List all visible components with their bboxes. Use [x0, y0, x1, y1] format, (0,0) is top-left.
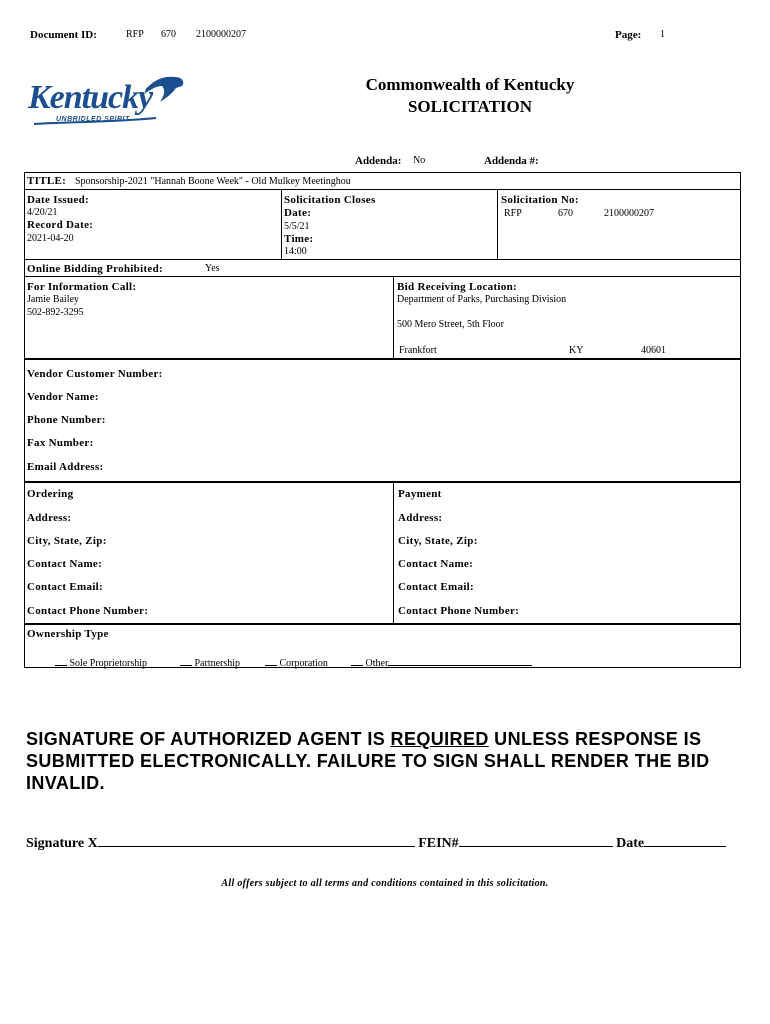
closes-date-value: 5/5/21 — [284, 221, 310, 232]
ordering-label: Ordering — [27, 488, 74, 500]
addenda-number-label: Addenda #: — [484, 155, 539, 167]
page-title: Commonwealth of Kentucky — [365, 75, 575, 94]
payment-contact-email-label: Contact Email: — [398, 581, 474, 593]
divider — [497, 189, 498, 259]
closes-date-label: Date: — [284, 207, 312, 219]
solicitation-type: RFP — [504, 208, 522, 219]
closes-time-label: Time: — [284, 233, 314, 245]
addenda-value: No — [413, 155, 426, 166]
solicitation-dept: 670 — [558, 208, 573, 219]
signature-field[interactable] — [98, 833, 415, 847]
payment-contact-name-label: Contact Name: — [398, 558, 474, 570]
logo-wordmark: Kentucky — [28, 79, 153, 116]
footer-note: All offers subject to all terms and conditions contained in this solicitation. — [221, 878, 549, 889]
online-bidding-label: Online Bidding Prohibited: — [27, 263, 163, 275]
date-issued-value: 4/20/21 — [27, 207, 58, 218]
vendor-fax-label: Fax Number: — [27, 437, 94, 449]
page-label: Page: — [615, 29, 642, 41]
date-issued-label: Date Issued: — [27, 194, 89, 206]
fein-label: FEIN# — [418, 836, 459, 851]
notice-required: REQUIRED — [390, 729, 489, 749]
ordering-contact-email-label: Contact Email: — [27, 581, 103, 593]
page-subtitle: SOLICITATION — [407, 97, 533, 116]
divider — [24, 189, 741, 190]
ownership-option-label: Sole Proprietorship — [69, 658, 147, 669]
document-id-type: RFP — [126, 29, 144, 40]
ordering-city-label: City, State, Zip: — [27, 535, 107, 547]
payment-address-label: Address: — [398, 512, 443, 524]
page-number: 1 — [660, 29, 665, 40]
payment-city-label: City, State, Zip: — [398, 535, 478, 547]
signature-label: Signature X — [26, 836, 98, 851]
document-id-number: 2100000207 — [196, 29, 246, 40]
ownership-option-sole[interactable] — [55, 655, 147, 669]
payment-label: Payment — [398, 488, 442, 500]
title-label: TITLE: — [27, 175, 67, 187]
payment-contact-phone-label: Contact Phone Number: — [398, 605, 520, 617]
closes-time-value: 14:00 — [284, 246, 307, 257]
solicitation-number: 2100000207 — [604, 208, 654, 219]
bid-state: KY — [569, 345, 584, 356]
ordering-payment-section — [24, 482, 741, 624]
bid-location-label: Bid Receiving Location: — [397, 281, 517, 293]
online-bidding-value: Yes — [205, 263, 220, 274]
notice-text: SIGNATURE OF AUTHORIZED AGENT IS — [26, 729, 391, 749]
ordering-contact-name-label: Contact Name: — [27, 558, 103, 570]
bid-zip: 40601 — [641, 345, 666, 356]
ownership-type-label: Ownership Type — [27, 628, 109, 640]
ownership-option-other[interactable] — [351, 655, 532, 669]
ordering-address-label: Address: — [27, 512, 72, 524]
vendor-email-label: Email Address: — [27, 461, 104, 473]
bid-city: Frankfort — [399, 345, 437, 356]
info-contact-name: Jamie Bailey — [27, 294, 79, 305]
notice-text: UNLESS RESPONSE IS SUBMITTED ELECTRONICALLY. FAILURE TO SIGN SHALL RENDER THE BID INVALID. — [26, 729, 710, 793]
vendor-phone-label: Phone Number: — [27, 414, 106, 426]
ownership-option-label: Corporation — [279, 658, 328, 669]
date-label: Date — [616, 836, 645, 851]
info-call-label: For Information Call: — [27, 281, 137, 293]
divider — [281, 189, 282, 259]
document-id-label: Document ID: — [30, 29, 97, 41]
ownership-option-partnership[interactable] — [180, 655, 240, 669]
divider — [393, 482, 394, 624]
closes-label: Solicitation Closes — [284, 194, 376, 206]
ownership-option-label: Partnership — [194, 658, 241, 669]
signature-notice — [26, 728, 756, 794]
record-date-label: Record Date: — [27, 219, 94, 231]
divider — [24, 276, 741, 277]
bid-location-line2: 500 Mero Street, 5th Floor — [397, 319, 504, 330]
bid-location-line1: Department of Parks, Purchasing Division — [397, 294, 567, 305]
info-contact-phone: 502-892-3295 — [27, 307, 84, 318]
divider — [393, 276, 394, 359]
kentucky-logo — [26, 72, 186, 132]
document-id-dept: 670 — [161, 29, 176, 40]
signature-row — [26, 833, 726, 852]
ordering-contact-phone-label: Contact Phone Number: — [27, 605, 149, 617]
solicitation-number-label: Solicitation No: — [501, 194, 579, 206]
title-value: Sponsorship-2021 "Hannah Boone Week" - Old Mulkey Meetinghou — [75, 176, 351, 187]
record-date-value: 2021-04-20 — [27, 233, 74, 244]
vendor-customer-number-label: Vendor Customer Number: — [27, 368, 163, 380]
logo-tagline: UNBRIDLED SPIRIT — [56, 116, 130, 123]
divider — [24, 259, 741, 260]
addenda-label: Addenda: — [355, 155, 402, 167]
date-field[interactable] — [644, 833, 726, 847]
ownership-option-corporation[interactable] — [265, 655, 328, 669]
vendor-name-label: Vendor Name: — [27, 391, 99, 403]
ownership-option-label: Other — [365, 658, 389, 669]
fein-field[interactable] — [459, 833, 613, 847]
